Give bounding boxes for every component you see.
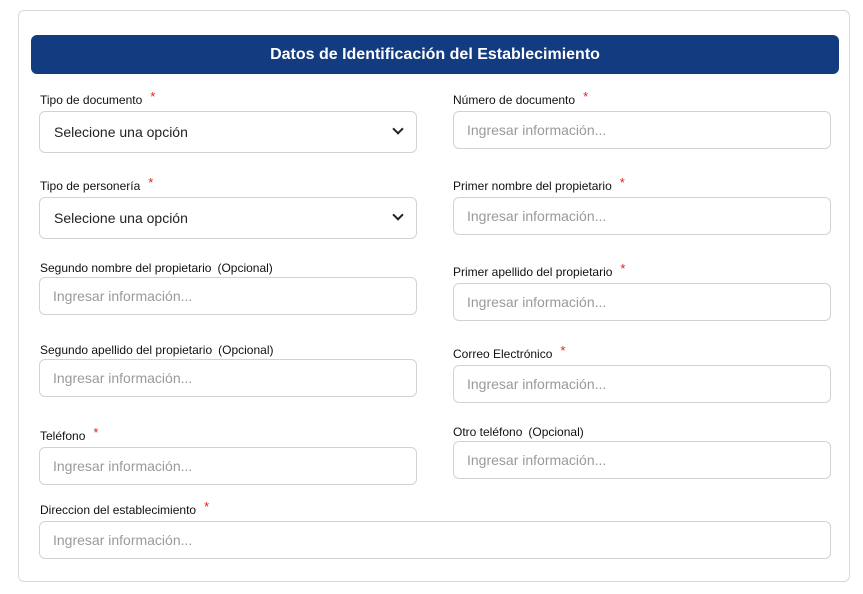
required-marker: * <box>619 175 625 190</box>
telefono-label: Teléfono * <box>40 425 99 443</box>
primer-apellido-label: Primer apellido del propietario * <box>453 261 626 279</box>
form-header <box>31 35 839 74</box>
segundo-nombre-input[interactable] <box>39 277 417 315</box>
primer-apellido-input[interactable] <box>453 283 831 321</box>
required-marker: * <box>620 261 626 276</box>
otro-telefono-label: Otro teléfono (Opcional) <box>453 425 584 439</box>
primer-nombre-label: Primer nombre del propietario * <box>453 175 625 193</box>
numero-documento-input[interactable] <box>453 111 831 149</box>
optional-tag: (Opcional) <box>217 261 273 275</box>
tipo-documento-label: Tipo de documento * <box>40 89 156 107</box>
required-marker: * <box>148 175 154 190</box>
segundo-apellido-label: Segundo apellido del propietario (Opcional) <box>40 343 274 357</box>
optional-tag: (Opcional) <box>528 425 584 439</box>
required-marker: * <box>93 425 99 440</box>
segundo-apellido-input[interactable] <box>39 359 417 397</box>
direccion-label: Direccion del establecimiento * <box>40 499 210 517</box>
tipo-personeria-label: Tipo de personería * <box>40 175 154 193</box>
chevron-down-icon <box>394 128 402 136</box>
required-marker: * <box>560 343 566 358</box>
tipo-documento-select[interactable] <box>39 111 417 153</box>
direccion-input[interactable] <box>39 521 831 559</box>
correo-input[interactable] <box>453 365 831 403</box>
tipo-personeria-select[interactable] <box>39 197 417 239</box>
optional-tag: (Opcional) <box>218 343 274 357</box>
telefono-input[interactable] <box>39 447 417 485</box>
otro-telefono-input[interactable] <box>453 441 831 479</box>
tipo-documento-selected: Selecione una opción <box>54 124 188 140</box>
chevron-down-icon <box>394 214 402 222</box>
numero-documento-label: Número de documento * <box>453 89 589 107</box>
correo-label: Correo Electrónico * <box>453 343 566 361</box>
required-marker: * <box>150 89 156 104</box>
form-title: Datos de Identificación del Establecimiento <box>270 45 600 63</box>
required-marker: * <box>583 89 589 104</box>
tipo-personeria-selected: Selecione una opción <box>54 210 188 226</box>
segundo-nombre-label: Segundo nombre del propietario (Opcional) <box>40 261 273 275</box>
primer-nombre-input[interactable] <box>453 197 831 235</box>
required-marker: * <box>204 499 210 514</box>
